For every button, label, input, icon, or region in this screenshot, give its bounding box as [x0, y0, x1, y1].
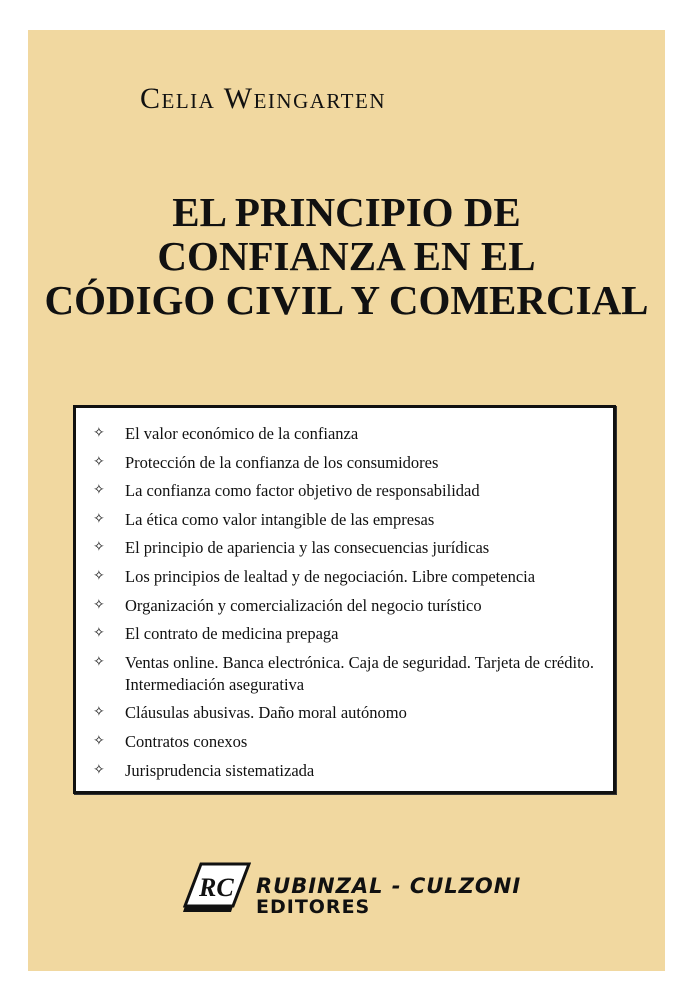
topic-item [93, 731, 605, 753]
diamond-bullet-icon: ✧ [93, 705, 105, 721]
topic-text: Los principios de lealtad y de negociación. Libre competencia [125, 566, 536, 586]
topic-item [93, 423, 605, 445]
title-line: EL PRINCIPIO DE [172, 189, 521, 235]
topics-box [73, 405, 616, 794]
diamond-bullet-icon: ✧ [93, 426, 105, 441]
diamond-bullet-icon: ✧ [93, 454, 105, 470]
topic-text: La confianza como factor objetivo de responsabilidad [125, 481, 480, 501]
topic-text: El contrato de medicina prepaga [125, 624, 339, 644]
diamond-bullet-icon: ✧ [93, 654, 105, 670]
title-line: CONFIANZA EN EL [157, 233, 536, 279]
book-title [0, 190, 693, 322]
topic-item [93, 702, 605, 724]
logo-text: RC [199, 873, 234, 902]
publisher-sub: EDITORES [256, 896, 371, 918]
diamond-bullet-icon: ✧ [93, 540, 105, 556]
topic-item [93, 480, 605, 502]
topic-item [93, 509, 605, 531]
topic-text: Organización y comercialización del negocio turístico [125, 595, 482, 615]
topics-list [93, 423, 605, 788]
topic-item [93, 537, 605, 559]
diamond-bullet-icon: ✧ [93, 762, 105, 778]
topic-item [93, 652, 605, 696]
topic-text: Protección de la confianza de los consumidores [125, 452, 439, 472]
author-name: Celia Weingarten [140, 82, 386, 115]
diamond-bullet-icon: ✧ [93, 568, 105, 584]
topic-item [93, 623, 605, 645]
topic-item [93, 452, 605, 474]
topic-text: El valor económico de la confianza [125, 424, 359, 443]
topic-text: Cláusulas abusivas. Daño moral autónomo [125, 703, 407, 723]
diamond-bullet-icon: ✧ [93, 626, 105, 642]
topic-text: Contratos conexos [125, 731, 248, 751]
topic-item [93, 595, 605, 617]
topic-item [93, 760, 605, 782]
topic-text: La ética como valor intangible de las empresas [125, 509, 435, 529]
topic-text: Jurisprudencia sistematizada [125, 760, 315, 780]
topic-text: Ventas online. Banca electrónica. Caja de seguridad. Tarjeta de crédito. Intermediación asegurativa [125, 652, 595, 694]
publisher-logo-icon [183, 862, 251, 914]
diamond-bullet-icon: ✧ [93, 597, 105, 613]
publisher-name: RUBINZAL - CULZONI [256, 874, 522, 898]
diamond-bullet-icon: ✧ [93, 511, 105, 527]
title-line: CÓDIGO CIVIL Y COMERCIAL [44, 277, 649, 323]
topic-text: El principio de apariencia y las consecuencias jurídicas [125, 538, 490, 558]
diamond-bullet-icon: ✧ [93, 483, 105, 499]
diamond-bullet-icon: ✧ [93, 733, 105, 749]
topic-item [93, 566, 605, 588]
